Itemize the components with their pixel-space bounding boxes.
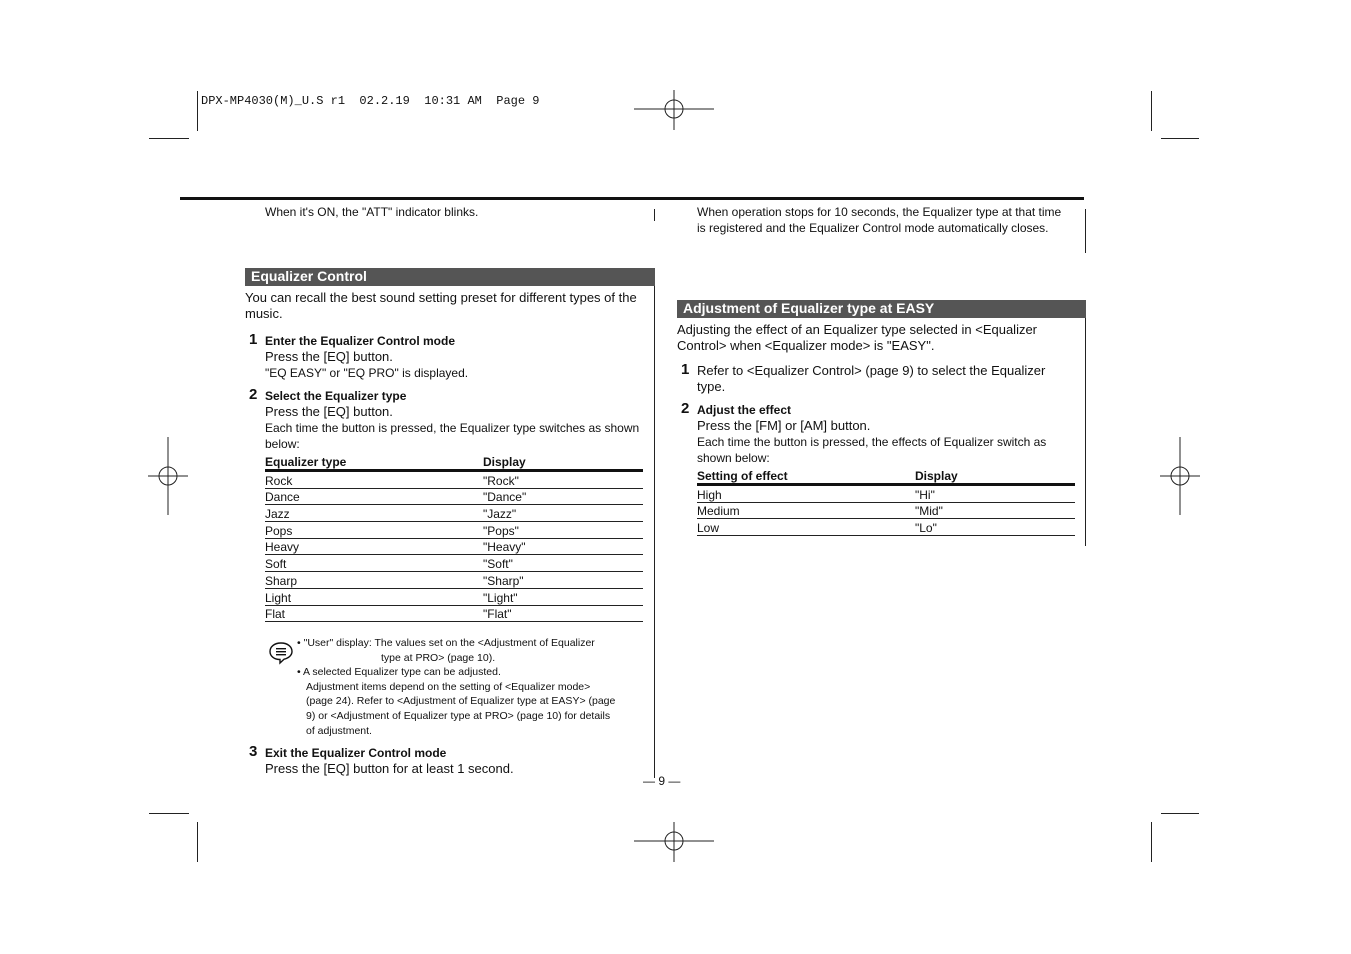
table-cell: "Dance" [483, 488, 643, 505]
registration-mark-right-icon [1160, 437, 1200, 515]
table-cell: "Light" [483, 588, 643, 605]
table-cell: Light [265, 588, 483, 605]
note-line: (page 24). Refer to <Adjustment of Equalizer type at EASY> (page [306, 695, 616, 708]
table-cell: Pops [265, 522, 483, 539]
table-cell: Low [697, 519, 915, 536]
registration-mark-top-icon [634, 90, 714, 130]
step-action: Press the [EQ] button. [265, 404, 393, 419]
step-number: 2 [249, 386, 258, 403]
note-line: 9) or <Adjustment of Equalizer type at PRO> (page 10) for details [306, 709, 611, 722]
table-cell: "Lo" [915, 519, 1075, 536]
step-title: Enter the Equalizer Control mode [265, 334, 456, 348]
note-line: Adjustment items depend on the setting of <Equalizer mode> [306, 680, 591, 693]
speech-bubble-note-icon [268, 641, 294, 665]
section-title-equalizer-control: Equalizer Control [245, 268, 655, 286]
table-row [265, 555, 643, 572]
step-action: Press the [FM] or [AM] button. [697, 418, 871, 433]
header-rule [180, 197, 1084, 200]
table-cell: "Flat" [483, 605, 643, 622]
step-action: Refer to <Equalizer Control> (page 9) to select the Equalizer type. [697, 363, 1046, 394]
step-action: Press the [EQ] button. [265, 349, 393, 364]
step-number: 1 [681, 361, 690, 378]
column-divider-tick [654, 209, 655, 221]
step-detail: Each time the button is pressed, the effects of Equalizer switch as shown below: [697, 435, 1047, 465]
table-cell: Sharp [265, 572, 483, 589]
table-cell: Medium [697, 502, 915, 519]
section-intro: You can recall the best sound setting preset for different types of the music. [245, 290, 637, 321]
table-cell: Flat [265, 605, 483, 622]
section-intro: Adjusting the effect of an Equalizer type selected in <Equalizer Control> when <Equalizer mode> is "EASY". [677, 322, 1038, 353]
effect-setting-table [697, 468, 1075, 536]
note-line: type at PRO> (page 10). [381, 651, 496, 664]
table-cell: High [697, 485, 915, 503]
page-number: — 9 — [643, 774, 681, 788]
table-row [265, 572, 643, 589]
table-row [265, 522, 643, 539]
print-slug: DPX-MP4030(M)_U.S r1 02.2.19 10:31 AM Page 9 [201, 94, 540, 108]
table-row [265, 605, 643, 622]
table-row [265, 538, 643, 555]
note-line: • A selected Equalizer type can be adjusted. [297, 666, 501, 679]
step-detail: Each time the button is pressed, the Equalizer type switches as shown below: [265, 421, 640, 451]
step-number: 1 [249, 331, 258, 348]
table-row [697, 519, 1075, 536]
table-cell: Heavy [265, 538, 483, 555]
table-row [265, 471, 643, 489]
table-cell: "Soft" [483, 555, 643, 572]
table-cell: "Heavy" [483, 538, 643, 555]
table-cell: Rock [265, 471, 483, 489]
att-note: When it's ON, the "ATT" indicator blinks. [265, 205, 479, 219]
note-line: • "User" display: The values set on the <Adjustment of Equalizer [297, 637, 595, 649]
right-edge-rule [1085, 209, 1086, 253]
equalizer-type-table [265, 454, 643, 622]
table-cell: "Hi" [915, 485, 1075, 503]
table-row [697, 502, 1075, 519]
step-number: 2 [681, 400, 690, 417]
table-header: Display [915, 468, 1075, 485]
table-row [265, 588, 643, 605]
table-cell: "Rock" [483, 471, 643, 489]
table-header: Display [483, 454, 643, 471]
table-cell: "Jazz" [483, 505, 643, 522]
table-cell: "Pops" [483, 522, 643, 539]
table-cell: Dance [265, 488, 483, 505]
table-row [697, 485, 1075, 503]
table-cell: Jazz [265, 505, 483, 522]
step-title: Exit the Equalizer Control mode [265, 746, 447, 760]
step-action: Press the [EQ] button for at least 1 second. [265, 761, 514, 776]
registration-mark-bottom-icon [634, 822, 714, 862]
registration-mark-left-icon [148, 437, 188, 515]
right-edge-rule-2 [1085, 300, 1086, 546]
table-row [265, 488, 643, 505]
table-cell: "Sharp" [483, 572, 643, 589]
section-title-adjustment-easy: Adjustment of Equalizer type at EASY [677, 300, 1086, 318]
step-title: Adjust the effect [697, 403, 792, 417]
table-row [265, 505, 643, 522]
table-cell: Soft [265, 555, 483, 572]
table-cell: "Mid" [915, 502, 1075, 519]
notes-block [297, 636, 647, 738]
note-line: of adjustment. [306, 724, 372, 737]
table-header: Equalizer type [265, 454, 483, 471]
step-title: Select the Equalizer type [265, 389, 407, 403]
step-detail: "EQ EASY" or "EQ PRO" is displayed. [265, 366, 469, 380]
timeout-note: When operation stops for 10 seconds, the Equalizer type at that time is registered and the Equalizer Control mode automatically closes. [697, 205, 1062, 235]
table-header: Setting of effect [697, 468, 915, 485]
column-divider [654, 268, 655, 778]
step-number: 3 [249, 743, 258, 760]
